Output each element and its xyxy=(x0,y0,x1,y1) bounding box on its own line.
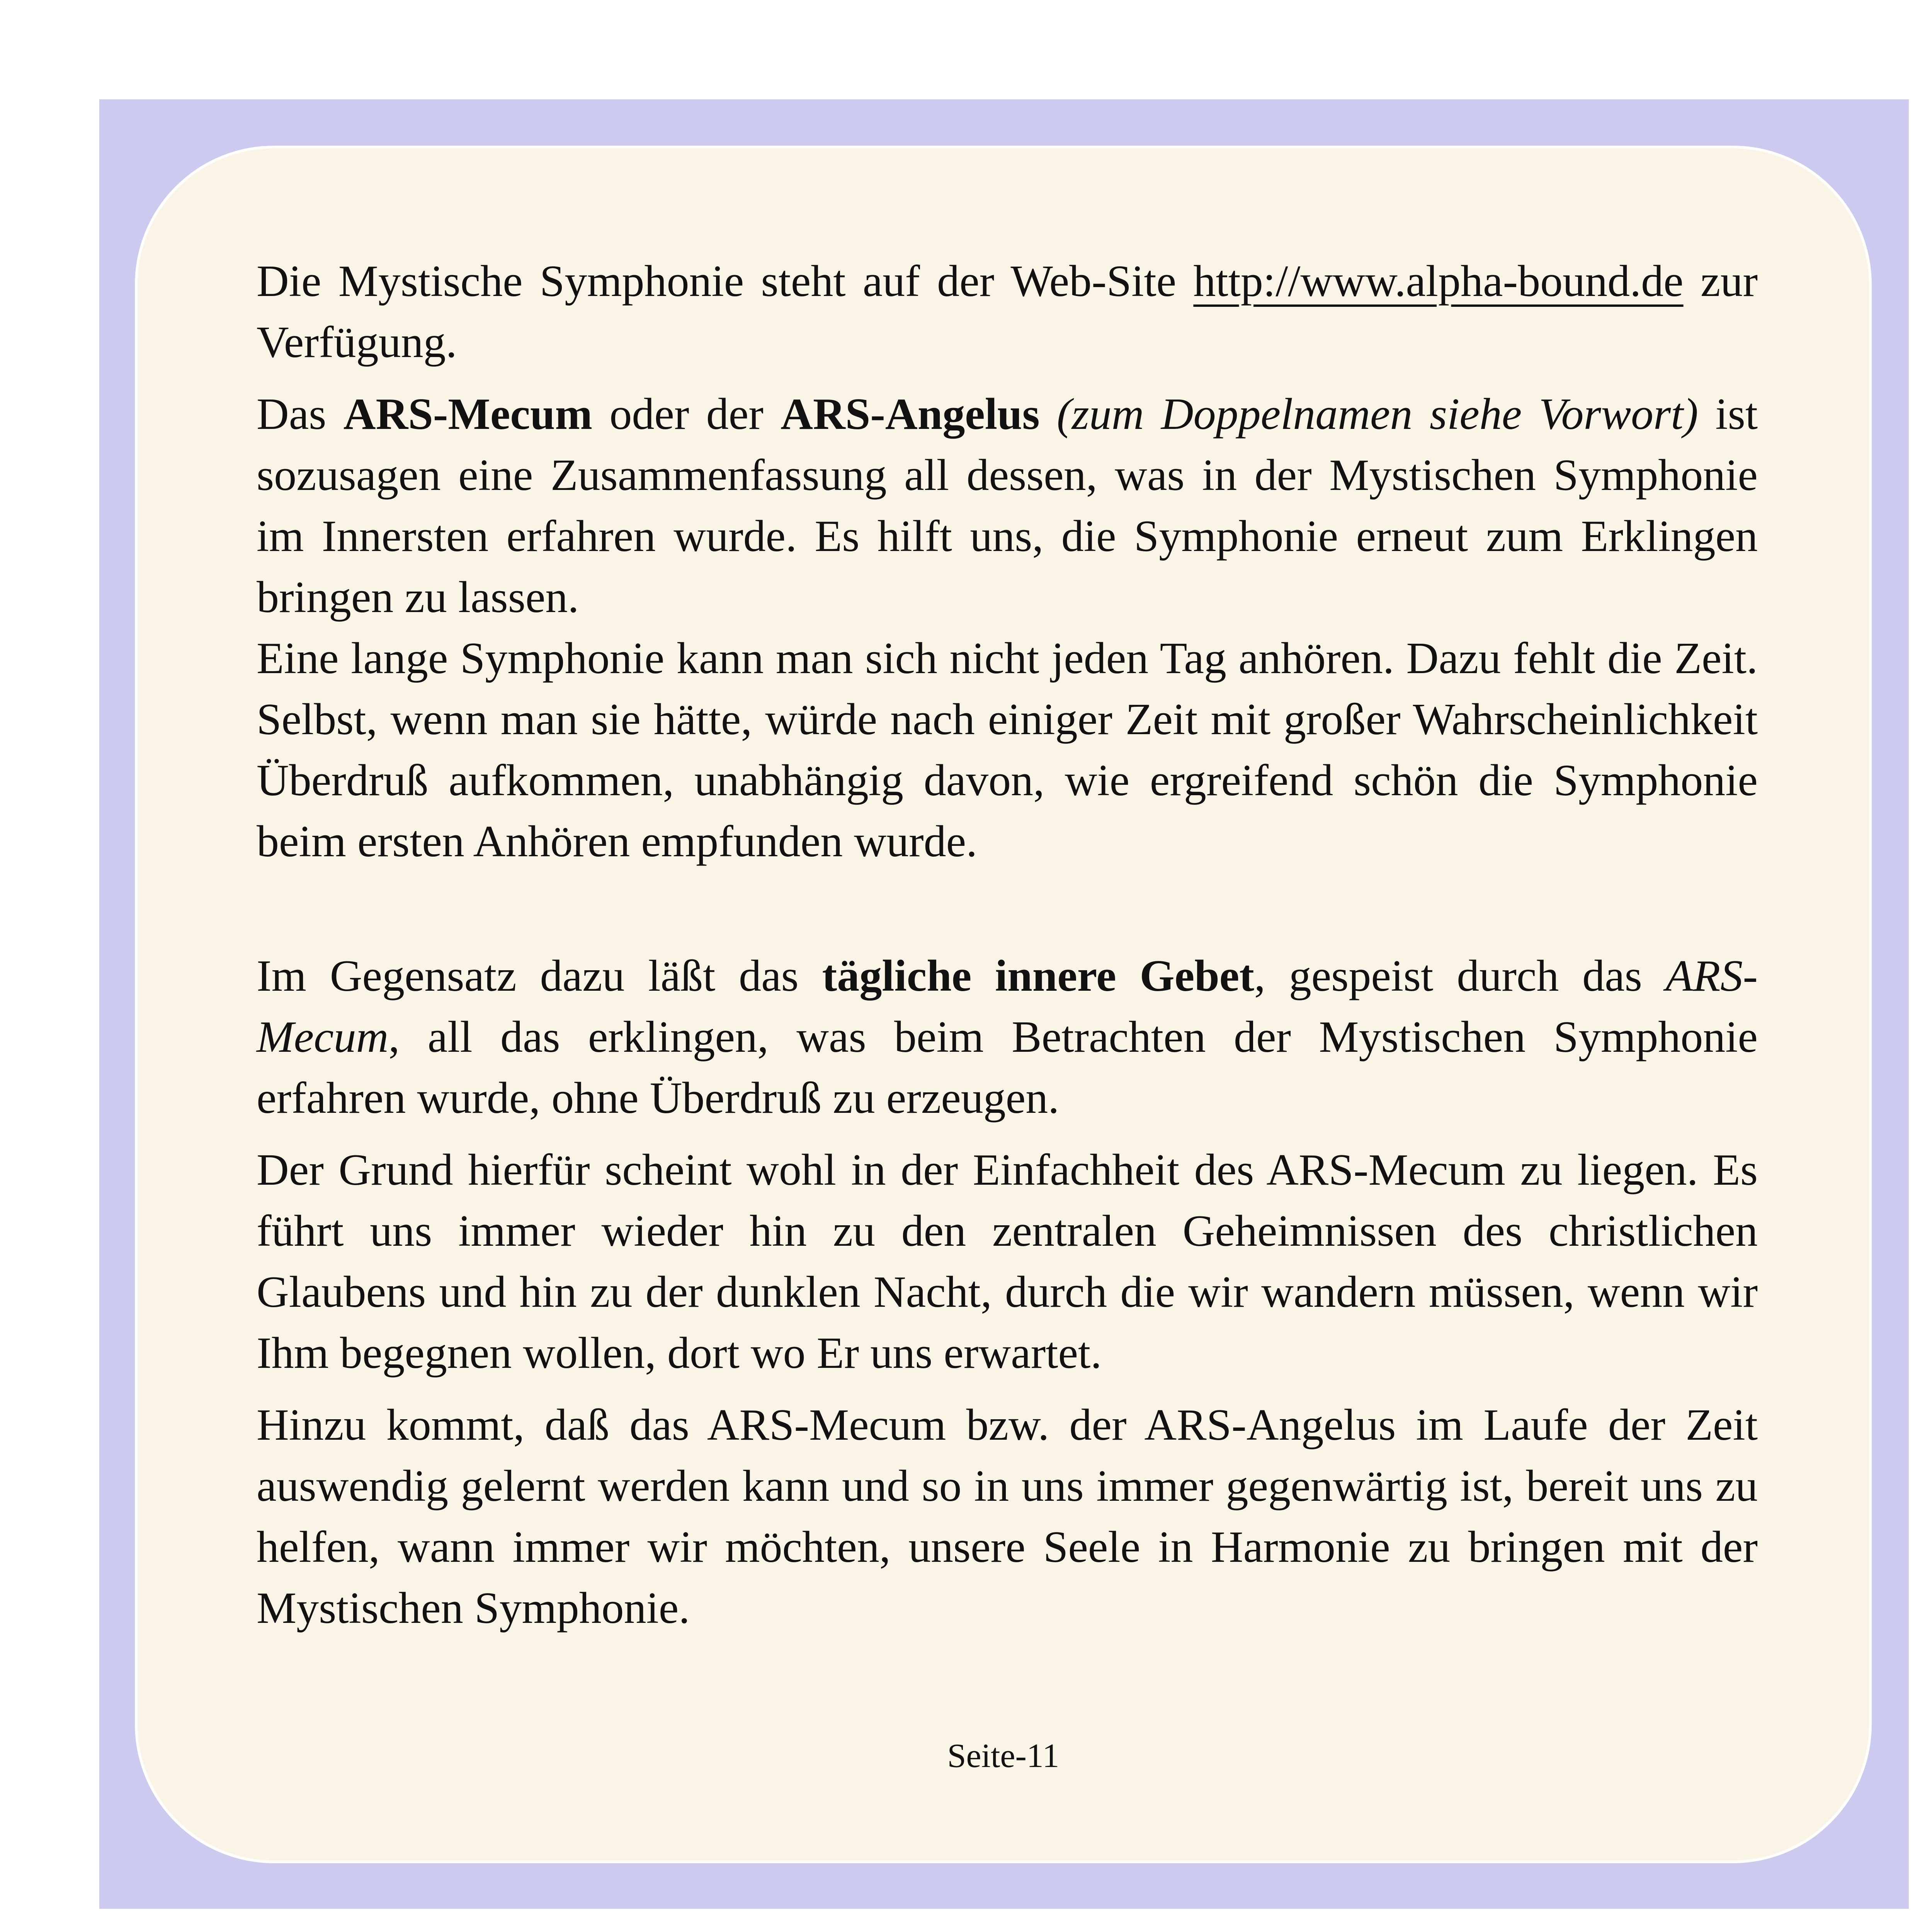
paragraph-text xyxy=(1040,389,1057,439)
paragraph-text: , all das erklingen, was beim Betrachten der Mystischen Symphonie erfahren wurde, ohne Überdruß zu erzeugen. xyxy=(257,1012,1758,1123)
bold-ars-angelus: ARS-Angelus xyxy=(781,389,1040,439)
paragraph-daily-prayer xyxy=(257,946,1758,1129)
paragraph-ars-intro xyxy=(257,384,1758,628)
paragraph-text: Das xyxy=(257,389,344,439)
paragraph-memorize: Hinzu kommt, daß das ARS-Mecum bzw. der ARS-Angelus im Laufe der Zeit auswendig gelernt werden kann und so in uns immer gegenwärtig ist, bereit uns zu helfen, wann immer wir möchten, unsere Seele in Harmonie zu bringen mit der Mystischen Symphonie. xyxy=(257,1400,1758,1633)
paragraph-reason: Der Grund hierfür scheint wohl in der Einfachheit des ARS-Mecum zu liegen. Es führt uns immer wieder hin zu den zentralen Geheimnissen des christlichen Glaubens und hin zu der dunklen Nacht, durch die wir wandern müssen, wenn wir Ihm begegnen wollen, dort wo Er uns erwartet. xyxy=(257,1145,1758,1378)
italic-doppelnamen-note: (zum Doppelnamen siehe Vorwort) xyxy=(1056,389,1699,439)
paragraph-text: zur Verfügung. xyxy=(257,257,1758,367)
paragraph-text: , gespeist durch das xyxy=(1254,951,1666,1001)
paragraph-text: Die Mystische Symphonie steht auf der Web-Site xyxy=(257,257,1194,306)
content-card xyxy=(135,146,1872,1863)
website-link[interactable]: http://www.alpha-bound.de xyxy=(1193,257,1684,306)
italic-ars-mecum: ARS-Mecum xyxy=(257,951,1758,1062)
paragraph-website xyxy=(257,251,1758,373)
paragraph-text: ist sozusagen eine Zusammenfassung all dessen, was in der Mystischen Symphonie im Innersten erfahren wurde. Es hilft uns, die Symphonie erneut zum Erklingen bringen zu lassen. xyxy=(257,389,1758,622)
bold-daily-prayer: tägliche innere Gebet xyxy=(822,951,1254,1001)
page-number: Seite-11 xyxy=(947,1737,1060,1775)
bold-ars-mecum: ARS-Mecum xyxy=(343,389,593,439)
text-body xyxy=(257,251,1758,1639)
paragraph-text: Im Gegensatz dazu läßt das xyxy=(257,951,822,1001)
paragraph-long-symphony: Eine lange Symphonie kann man sich nicht jeden Tag anhören. Dazu fehlt die Zeit. Selbst, wenn man sie hätte, würde nach einiger Zeit mit großer Wahrscheinlichkeit Überdruß aufkommen, unabhängig davon, wie ergreifend schön die Symphonie beim ersten Anhören empfunden wurde. xyxy=(257,634,1758,866)
page-frame xyxy=(99,99,1909,1909)
paragraph-text: oder der xyxy=(592,389,781,439)
